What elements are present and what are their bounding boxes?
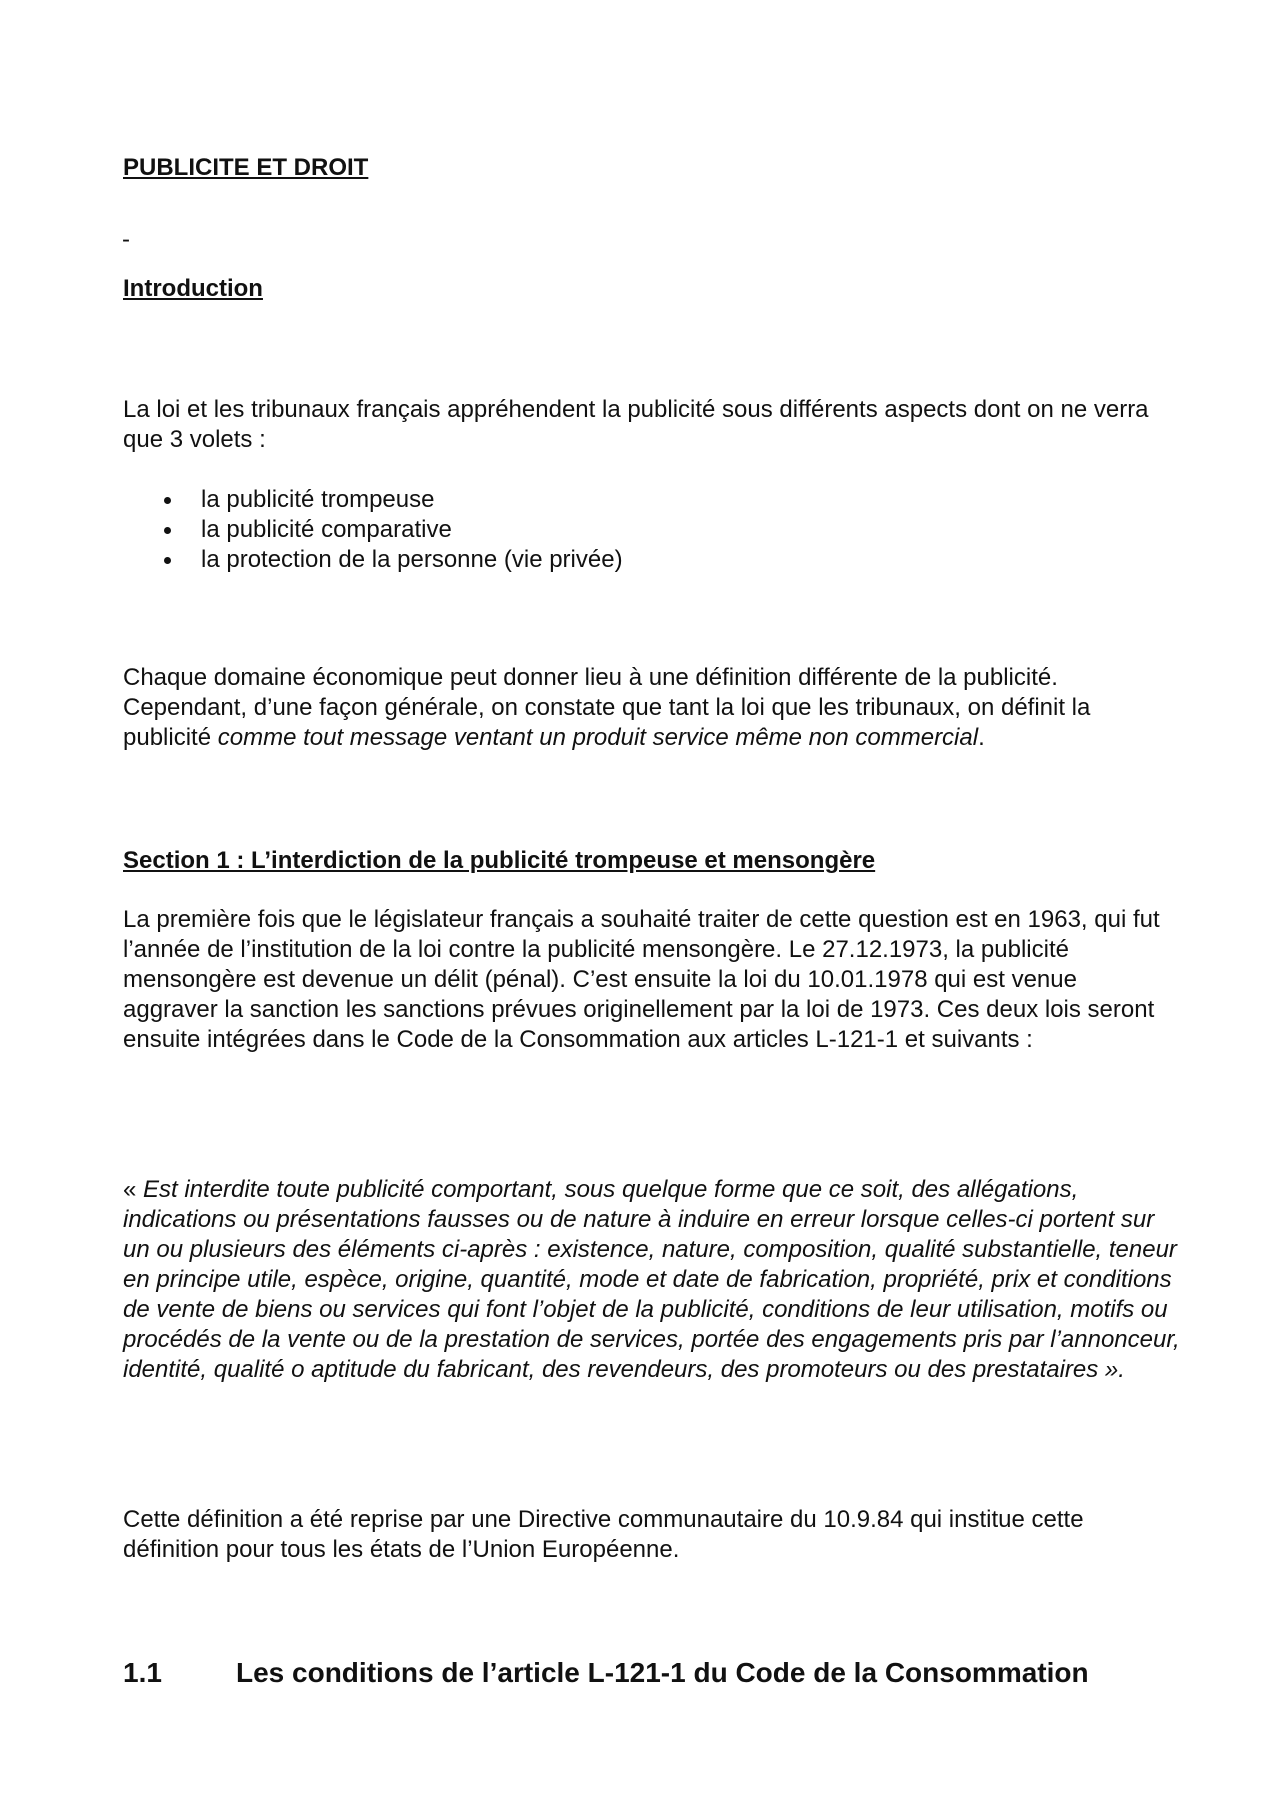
list-item bbox=[160, 515, 1060, 545]
section-heading: Section 1 : L’interdiction de la publicité trompeuse et mensongère bbox=[123, 847, 876, 874]
definition-end: . bbox=[978, 724, 985, 751]
definition-emphasis: comme tout message ventant un produit service même non commercial bbox=[217, 724, 979, 751]
subsection-title: Les conditions de l’article L-121-1 du Code de la Consommation bbox=[236, 1657, 1089, 1688]
quote-text: Est interdite toute publicité comportant, sous quelque forme que ce soit, des allégations, indications ou présentations fausses ou de nature à induire en erreur lorsque celles-ci portent sur un ou plusieurs des éléments ci-après : existence, nature, composition, qualité substantielle, teneur en principe utile, espèce, origine, quantité, mode et date de fabrication, propriété, prix et conditions de vente de biens ou services qui font l’objet de la publicité, conditions de leur utilisation, motifs ou procédés de la vente ou de la prestation de services, portée des engagements pris par l’annonceur, identité, qualité o aptitude du fabricant, des revendeurs, des promoteurs ou des prestataires ». bbox=[123, 1176, 1180, 1383]
definition-text: Chaque domaine économique peut donner lieu à une définition différente de la publicité. Cependant, d’une façon générale, on constate que tant la loi que les tribunaux, on définit la publicité bbox=[123, 664, 1091, 751]
list-item-text: la publicité trompeuse bbox=[201, 486, 435, 513]
list-item-text: la publicité comparative bbox=[201, 516, 452, 543]
history-paragraph: La première fois que le législateur français a souhaité traiter de cette question est en 1963, qui fut l’année de l’institution de la loi contre la publicité mensongère. Le 27.12.1973, la publicité mensongère est devenue un délit (pénal). C’est ensuite la loi du 10.01.1978 qui est venue aggraver la sanction les sanctions prévues originellement par la loi de 1973. Ces deux lois seront ensuite intégrées dans le Code de la Consommation aux articles L-121-1 et suivants : bbox=[123, 906, 1160, 1053]
list-item bbox=[160, 485, 1060, 515]
quote-open-mark: « bbox=[123, 1176, 144, 1203]
list-item-text: la protection de la personne (vie privée) bbox=[201, 546, 623, 573]
intro-paragraph: La loi et les tribunaux français appréhendent la publicité sous différents aspects dont on ne verra que 3 volets : bbox=[123, 396, 1149, 453]
bullet-icon bbox=[164, 527, 171, 534]
bullet-icon bbox=[164, 497, 171, 504]
introduction-heading: Introduction bbox=[123, 275, 263, 302]
definition-paragraph bbox=[123, 663, 1173, 753]
subsection-number: 1.1 bbox=[123, 1657, 162, 1688]
directive-paragraph: Cette définition a été reprise par une Directive communautaire du 10.9.84 qui institue cette définition pour tous les états de l’Union Européenne. bbox=[123, 1506, 1084, 1563]
bullet-icon bbox=[164, 557, 171, 564]
subsection-heading bbox=[123, 1655, 1223, 1691]
law-quote bbox=[123, 1175, 1183, 1385]
document-title: PUBLICITE ET DROIT bbox=[123, 154, 369, 181]
bullet-list bbox=[160, 485, 1060, 575]
dash-separator: - bbox=[122, 226, 130, 253]
list-item bbox=[160, 545, 1060, 575]
